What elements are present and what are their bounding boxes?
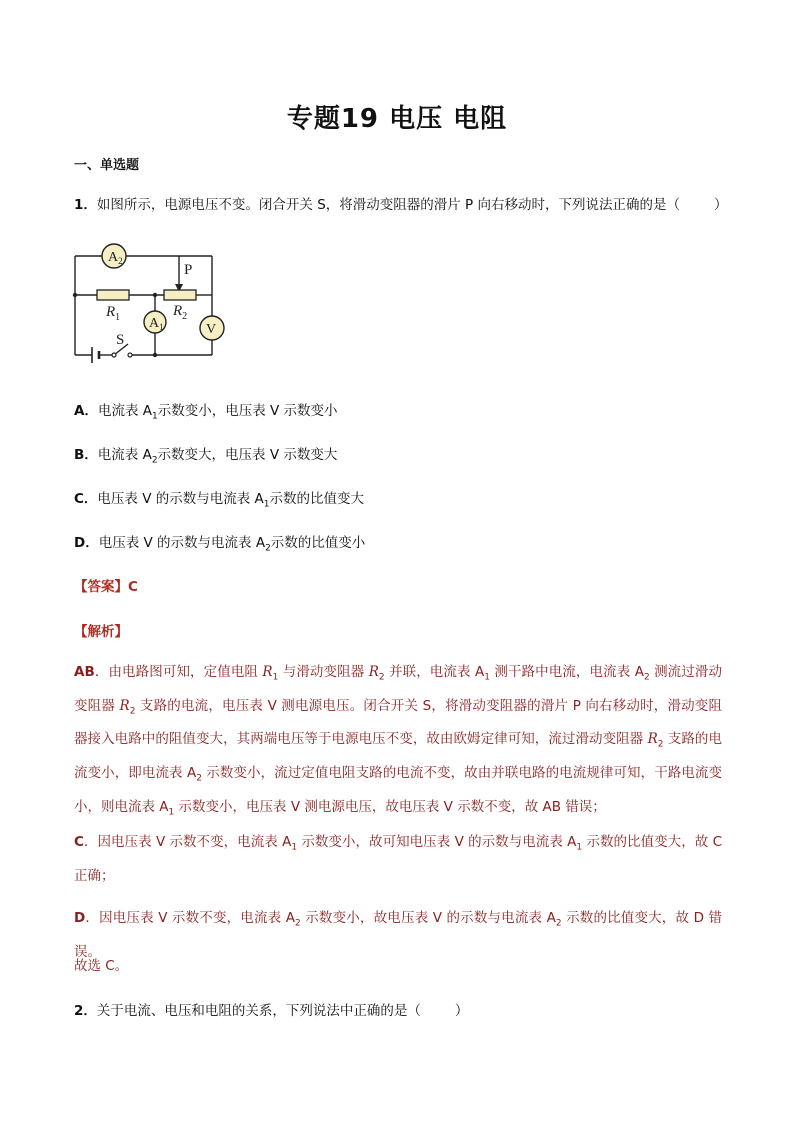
question-1 (74, 193, 728, 213)
label-s: S (116, 332, 125, 348)
option-c[interactable]: C．电压表 V 的示数与电流表 $A_1$示数的比值变大 (74, 491, 364, 510)
analysis-conclusion: 故选 C。 (74, 958, 129, 974)
ammeter-a1 (144, 311, 166, 333)
question-text: 如图所示，电源电压不变。闭合开关 S，将滑动变阻器的滑片 P 向右移动时，下列说法正确的是（ (96, 197, 680, 213)
analysis-paragraph-d: D．因电压表 V 示数不变，电流表 $A_2$ 示数变小，故电压表 V 的示数与电流表 $A_2$ 示数的比值变大，故 D 错误。 (74, 910, 722, 960)
label-r2: $R_2$ (173, 303, 188, 322)
question-bracket-close: ） (454, 1003, 469, 1019)
option-a[interactable]: A．电流表 $A_1$示数变小，电压表 V 示数变小 (74, 403, 338, 422)
analysis-paragraph-ab: AB．由电路图可知，定值电阻 $R_1$ 与滑动变阻器 $R_2$ 并联，电流表 $A_1$ 测干路中电流，电流表 $A_2$ 测流过滑动变阻器 $R_2$ 支路的电流，电压表 V 测电源电压。闭合开关 S，将滑动变阻器的滑片 P 向右移动时，滑动变阻器接入电路中的阻值变大，其两端电压等于电源电压不变，故由欧姆定律可知，流过滑动变阻器 $R_2$ 支路的电流变小，即电流表 $A_2$ 示数变小，流过定值电阻支路的电流不变，故由并联电路的电流规律可知，干路电流变小，则电流表 $A_1$ 示数变小，电压表 V 测电源电压，故电压表 V 示数不变，故 AB 错误； (74, 664, 722, 818)
option-b[interactable]: B．电流表 $A_2$示数变大，电压表 V 示数变大 (74, 447, 338, 466)
label-r1: $R_1$ (106, 304, 121, 323)
question-bracket-close: ） (714, 197, 728, 213)
option-d[interactable]: D．电压表 V 的示数与电流表 $A_2$示数的比值变小 (74, 535, 366, 554)
svg-text:A1: $A_1$ (149, 316, 164, 332)
resistor-r1 (97, 290, 129, 300)
ammeter-a2 (102, 244, 126, 268)
question-text: 关于电流、电压和电阻的关系，下列说法中正确的是（ (96, 1003, 421, 1019)
question-number: 2． (74, 1003, 97, 1019)
resistor-r2 (164, 290, 196, 300)
analysis-label: 【解析】 (74, 624, 128, 640)
page-title: 专题19 电压 电阻 (286, 104, 508, 134)
question-2 (74, 999, 468, 1019)
question-number: 1． (74, 197, 97, 213)
circuit-diagram (66, 236, 246, 366)
voltmeter-v (200, 316, 224, 340)
analysis-paragraph-c: C．因电压表 V 示数不变，电流表 $A_1$ 示数变小，故可知电压表 V 的示数与电流表 $A_1$ 示数的比值变大，故 C 正确； (74, 834, 723, 884)
svg-text:V: V (206, 322, 217, 337)
section-heading: 一、单选题 (74, 158, 140, 173)
svg-text:A2: $A_2$ (108, 250, 123, 266)
answer-line (74, 575, 138, 595)
answer-label: 【答案】 (74, 579, 128, 595)
answer-value: C (128, 579, 138, 595)
label-p: P (184, 262, 193, 278)
